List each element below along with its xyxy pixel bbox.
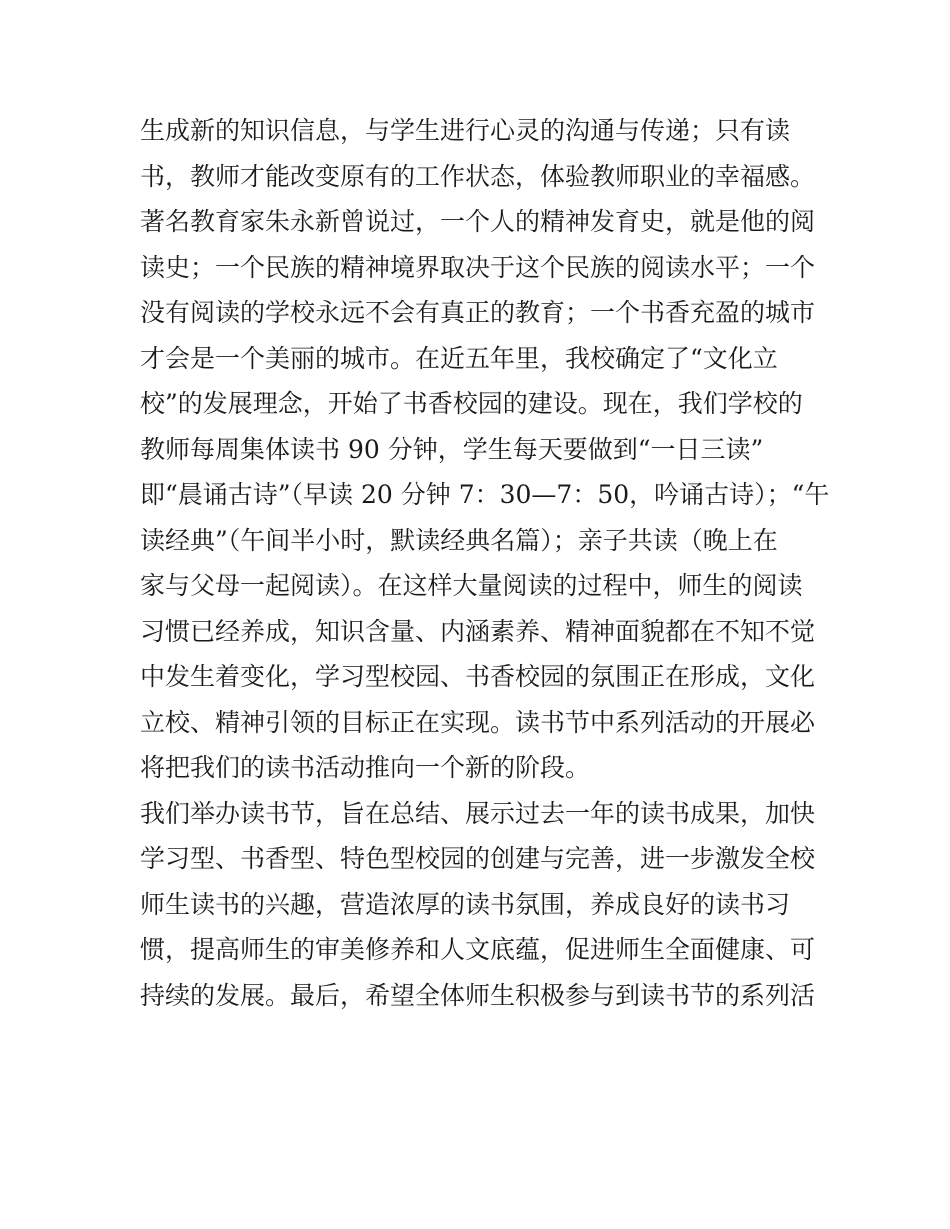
text-line: 生成新的知识信息，与学生进行心灵的沟通与传递；只有读 <box>140 116 791 145</box>
text-line: 书，教师才能改变原有的工作状态，体验教师职业的幸福感。 <box>140 161 816 191</box>
body-text <box>140 108 830 1018</box>
text-line: 读史；一个民族的精神境界取决于这个民族的阅读水平；一个 <box>140 252 816 282</box>
text-line: 立校、精神引领的目标正在实现。读书节中系列活动的开展必 <box>140 707 816 737</box>
text-line: 读经典”（午间半小时，默读经典名篇）；亲子共读（晚上在 <box>140 525 778 555</box>
text-line: 家与父母一起阅读）。在这样大量阅读的过程中，师生的阅读 <box>140 571 803 600</box>
text-line: 习惯已经养成，知识含量、内涵素养、精神面貌都在不知不觉 <box>140 616 816 646</box>
text-line: 教师每周集体读书 90 分钟，学生每天要做到“一日三读” <box>140 434 764 464</box>
text-line: 学习型、书香型、特色型校园的创建与完善，进一步激发全校 <box>140 844 816 873</box>
text-line: 我们举办读书节，旨在总结、展示过去一年的读书成果，加快 <box>140 798 816 828</box>
text-line: 惯，提高师生的审美修养和人文底蕴，促进师生全面健康、可 <box>140 935 816 964</box>
text-line: 著名教育家朱永新曾说过，一个人的精神发育史，就是他的阅 <box>140 207 816 236</box>
text-line: 校”的发展理念，开始了书香校园的建设。现在，我们学校的 <box>140 389 803 418</box>
text-line: 中发生着变化，学习型校园、书香校园的氛围正在形成，文化 <box>140 662 816 691</box>
text-line: 持续的发展。最后，希望全体师生积极参与到读书节的系列活 <box>140 980 816 1010</box>
text-line: 即“晨诵古诗”（早读 20 分钟 7：30—7：50，吟诵古诗）；“午 <box>140 480 830 509</box>
text-line: 师生读书的兴趣，营造浓厚的读书氛围，养成良好的读书习 <box>140 889 791 919</box>
text-line: 没有阅读的学校永远不会有真正的教育；一个书香充盈的城市 <box>140 298 816 327</box>
text-line: 将把我们的读书活动推向一个新的阶段。 <box>140 753 591 782</box>
text-line: 才会是一个美丽的城市。在近五年里，我校确定了“文化立 <box>140 343 778 373</box>
